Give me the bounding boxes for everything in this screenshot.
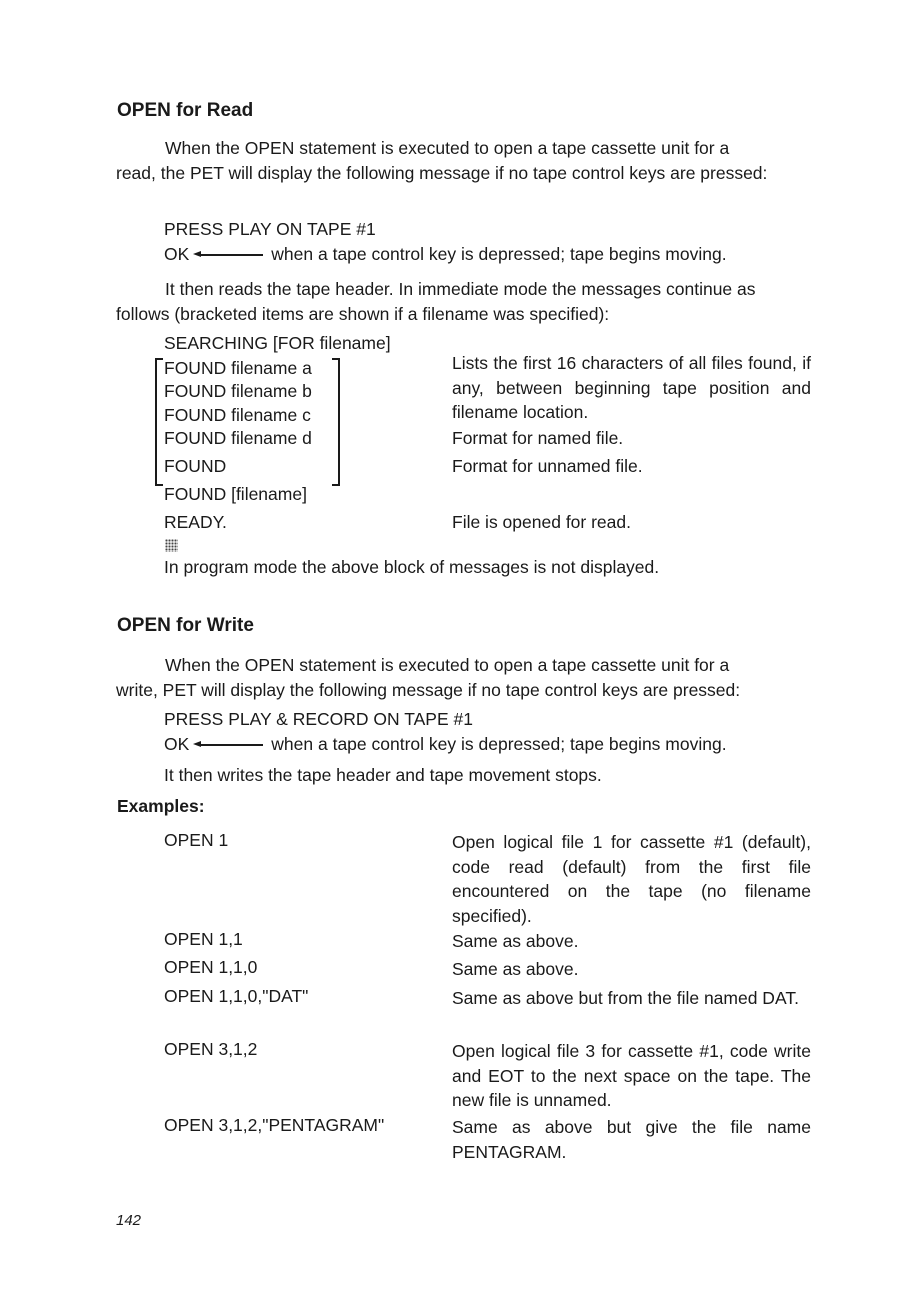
msg-press-play: PRESS PLAY ON TAPE #1 [164,219,376,239]
example-desc-1: Open logical file 1 for cassette #1 (default), code read (default) from the first file encountered on the tape (no filename specified). [452,832,811,926]
page-number: 142 [116,1212,142,1229]
example-code-6: OPEN 3,1,2,"PENTAGRAM" [164,1115,385,1135]
read-header-paragraph [116,277,811,327]
example-code-1: OPEN 1 [164,830,229,850]
heading-open-for-read: OPEN for Read [117,100,254,121]
example-desc-6: Same as above but give the file name PENTAGRAM. [452,1117,811,1162]
ok-line-read [164,244,727,265]
found-item-c: FOUND filename c [164,405,311,425]
example-desc-2: Same as above. [452,931,579,951]
ok-line-write [164,734,727,755]
cursor-icon [165,539,178,552]
msg-ready: READY. [164,512,227,532]
msg-press-play-record: PRESS PLAY & RECORD ON TAPE #1 [164,709,473,729]
found-item-b: FOUND filename b [164,381,312,401]
found-item-d: FOUND filename d [164,428,312,448]
heading-examples: Examples: [117,796,205,816]
program-mode-note: In program mode the above block of messages is not displayed. [164,557,660,577]
left-bracket [155,358,163,486]
desc-unnamed: Format for unnamed file. [452,456,643,476]
example-code-5: OPEN 3,1,2 [164,1039,258,1059]
read-intro-paragraph [116,136,811,186]
heading-open-for-write: OPEN for Write [117,615,254,636]
write-header-note: It then writes the tape header and tape movement stops. [164,765,602,785]
read-header-rest: follows (bracketed items are shown if a filename was specified): [116,304,610,324]
found-filename: FOUND [filename] [164,484,307,504]
read-intro-line1: When the OPEN statement is executed to open a tape cassette unit for a [165,138,730,158]
desc-opened: File is opened for read. [452,512,631,532]
ok-label: OK [164,244,190,264]
ok-note: when a tape control key is depressed; tape begins moving. [271,734,727,754]
found-item-a: FOUND filename a [164,358,312,378]
msg-searching: SEARCHING [FOR filename] [164,333,391,353]
write-intro-paragraph [116,653,811,703]
example-code-4: OPEN 1,1,0,"DAT" [164,986,309,1006]
read-intro-rest: read, the PET will display the following message if no tape control keys are pressed: [116,163,768,183]
write-intro-line1: When the OPEN statement is executed to open a tape cassette unit for a [165,655,730,675]
desc-named: Format for named file. [452,428,624,448]
example-code-3: OPEN 1,1,0 [164,957,258,977]
left-arrow-icon [193,740,263,750]
example-desc-5: Open logical file 3 for cassette #1, code write and EOT to the next space on the tape. The new file is unnamed. [452,1041,811,1110]
left-arrow-icon [193,250,263,260]
read-header-line1: It then reads the tape header. In immediate mode the messages continue as [165,279,756,299]
found-plain: FOUND [164,456,227,476]
example-code-2: OPEN 1,1 [164,929,243,949]
write-intro-rest: write, PET will display the following message if no tape control keys are pressed: [116,680,741,700]
example-desc-4: Same as above but from the file named DAT. [452,988,799,1008]
ok-label: OK [164,734,190,754]
example-desc-3: Same as above. [452,959,579,979]
right-bracket [332,358,340,486]
ok-note: when a tape control key is depressed; tape begins moving. [271,244,727,264]
desc-lists: Lists the first 16 characters of all files found, if any, between beginning tape position and filename location. [452,353,811,422]
